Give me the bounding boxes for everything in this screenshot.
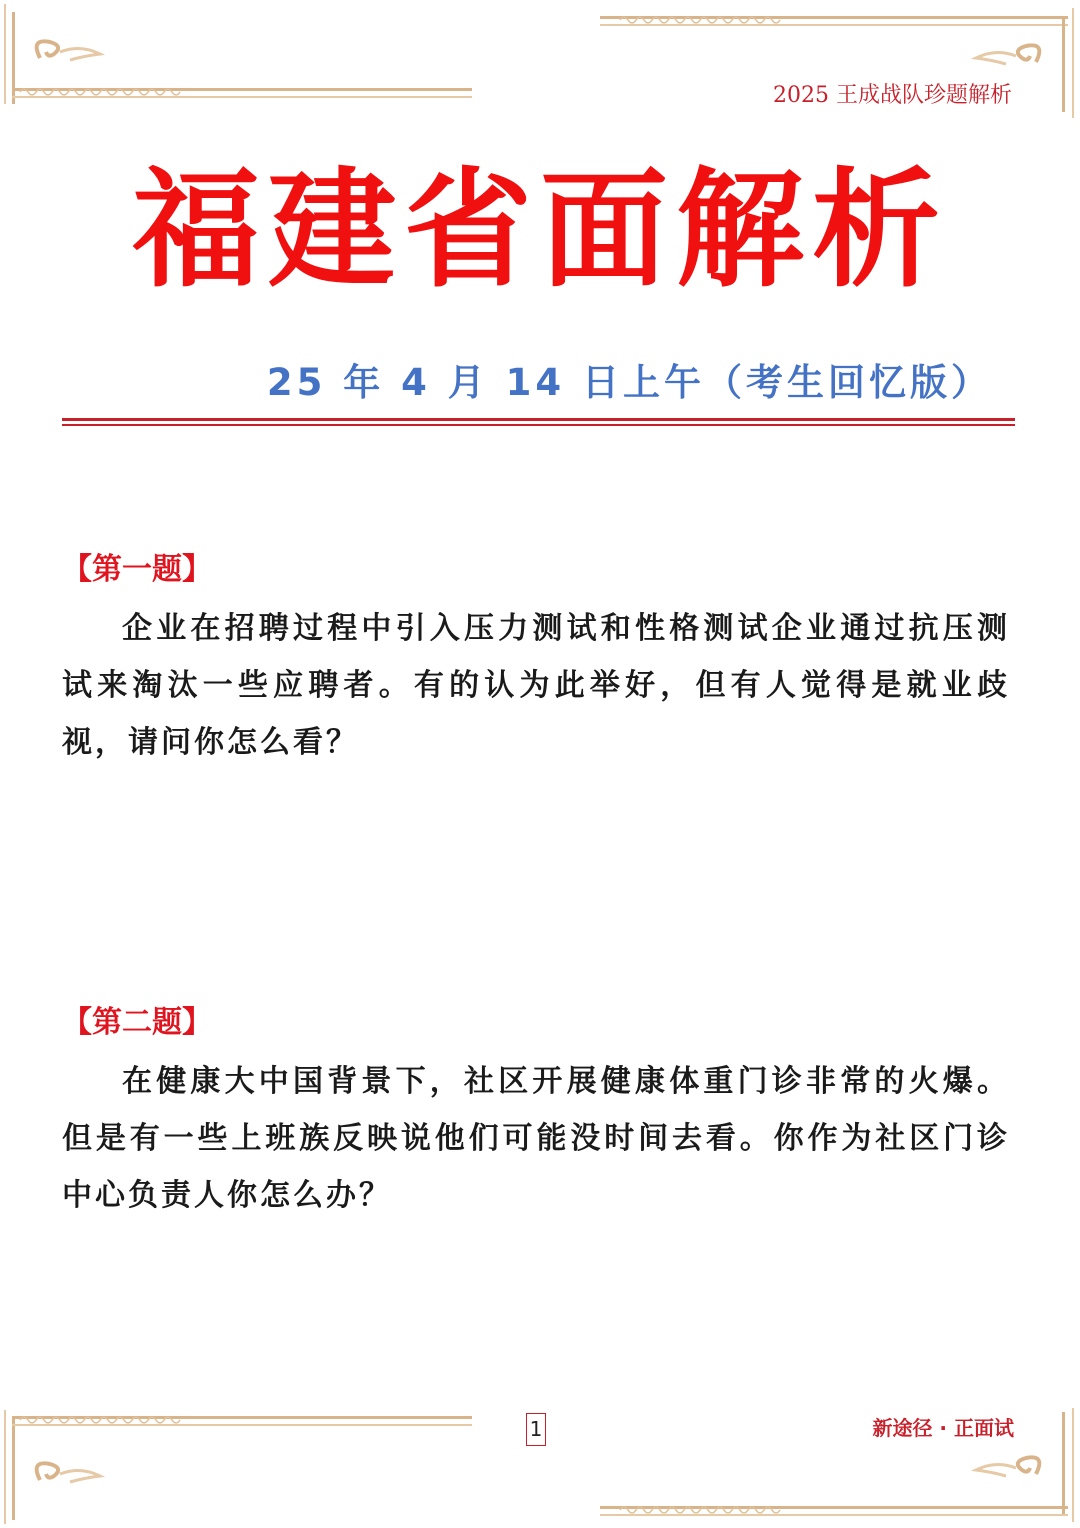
page-title: 福建省面解析 [131,155,948,305]
page-subtitle: 25 年 4 月 14 日上午（考生回忆版） [266,361,992,404]
bottom-left-ornament [0,1408,480,1528]
top-left-ornament [0,0,480,110]
page-number: 1 [526,1413,546,1446]
header-note: 2025 王成战队珍题解析 [773,83,1012,108]
question-2-text: 在健康大中国背景下，社区开展健康体重门诊非常的火爆。但是有一些上班族反映说他们可能没时间去看。你作为社区门诊中心负责人你怎么办？ [62,1064,1010,1213]
question-1 [62,550,1010,771]
question-1-label: 【第一题】 [62,552,212,587]
question-2 [62,1003,1010,1224]
question-2-label: 【第二题】 [62,1005,212,1040]
footer-note: 新途径 · 正面试 [872,1416,1014,1440]
question-1-text: 企业在招聘过程中引入压力测试和性格测试企业通过抗压测试来淘汰一些应聘者。有的认为此举好，但有人觉得是就业歧视，请问你怎么看？ [62,611,1010,760]
title-divider-thick [62,418,1015,421]
title-divider-thin [62,424,1015,426]
